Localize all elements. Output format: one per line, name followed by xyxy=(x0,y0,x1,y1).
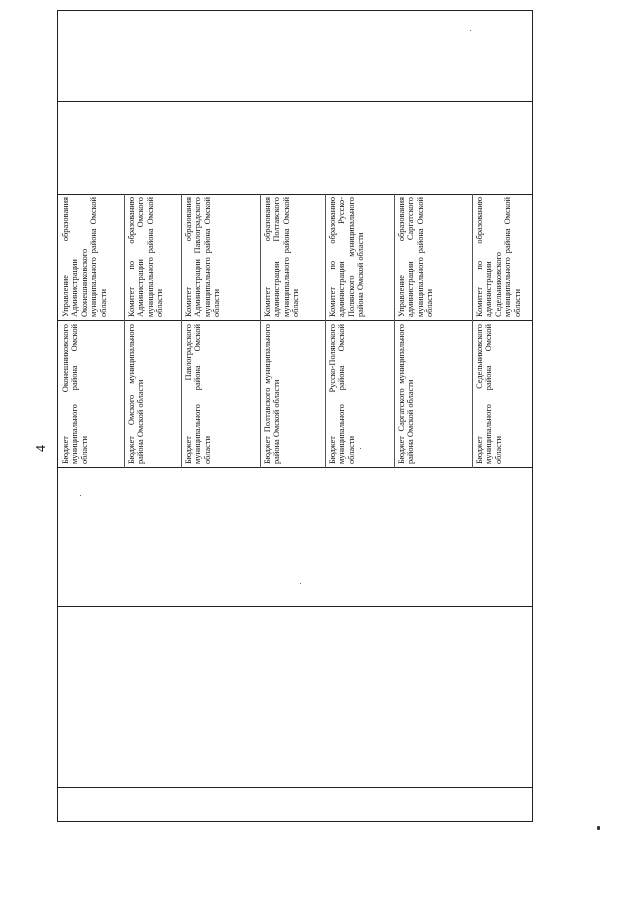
administrator-cell: Управление образования администрации Саргатского муниципального района Омской области xyxy=(397,197,435,317)
administrator-cell: Комитет по образованию Администрации Омского муниципального района Омской области xyxy=(127,197,165,317)
budget-cell: Бюджет Павлоградского муниципального района Омской области xyxy=(184,324,212,464)
scan-speck xyxy=(300,583,301,584)
column-divider-6 xyxy=(57,787,533,788)
administrator-cell: Комитет образования Администрации Павлоградского муниципального района Омской области xyxy=(184,197,222,317)
page-number: 4 xyxy=(34,445,49,452)
budget-cell: Бюджет Оконешниковского муниципального района Омской области xyxy=(61,324,89,464)
budget-cell: Бюджет Саргатского муниципального района Омской области xyxy=(397,324,416,464)
table-border-bottom xyxy=(57,821,533,822)
table-border-right xyxy=(532,10,533,822)
row-divider-2 xyxy=(181,194,182,468)
scan-speck xyxy=(360,448,361,449)
scan-speck xyxy=(597,826,600,830)
row-divider-6 xyxy=(472,194,473,468)
administrator-cell: Комитет по образованию администрации Русско-Полянского муниципального района Омской области xyxy=(328,197,366,317)
column-divider-3 xyxy=(57,320,533,321)
column-divider-5 xyxy=(57,606,533,607)
budget-cell: Бюджет Седельниковского муниципального района Омской области xyxy=(475,324,503,464)
row-divider-3 xyxy=(260,194,261,468)
administrator-cell: Комитет по образованию администрации Седельниковского муниципального района Омской области xyxy=(475,197,522,317)
administrator-cell: Управление образования Администрации Оконешниковского муниципального района Омской области xyxy=(61,197,108,317)
table-border-left xyxy=(57,10,58,822)
table-border-top xyxy=(57,10,533,11)
administrator-cell: Комитет образования администрации Полтавского муниципального района Омской области xyxy=(263,197,301,317)
budget-cell: Бюджет Полтавского муниципального района Омской области xyxy=(263,324,282,464)
budget-cell: Бюджет Русско-Полянского муниципального района Омской области xyxy=(328,324,356,464)
scan-speck xyxy=(470,30,471,31)
column-divider-1 xyxy=(57,101,533,102)
row-divider-1 xyxy=(124,194,125,468)
budget-cell: Бюджет Омского муниципального района Омской области xyxy=(127,324,146,464)
column-divider-4 xyxy=(57,467,533,468)
scan-speck xyxy=(80,495,81,496)
row-divider-4 xyxy=(325,194,326,468)
row-divider-5 xyxy=(394,194,395,468)
